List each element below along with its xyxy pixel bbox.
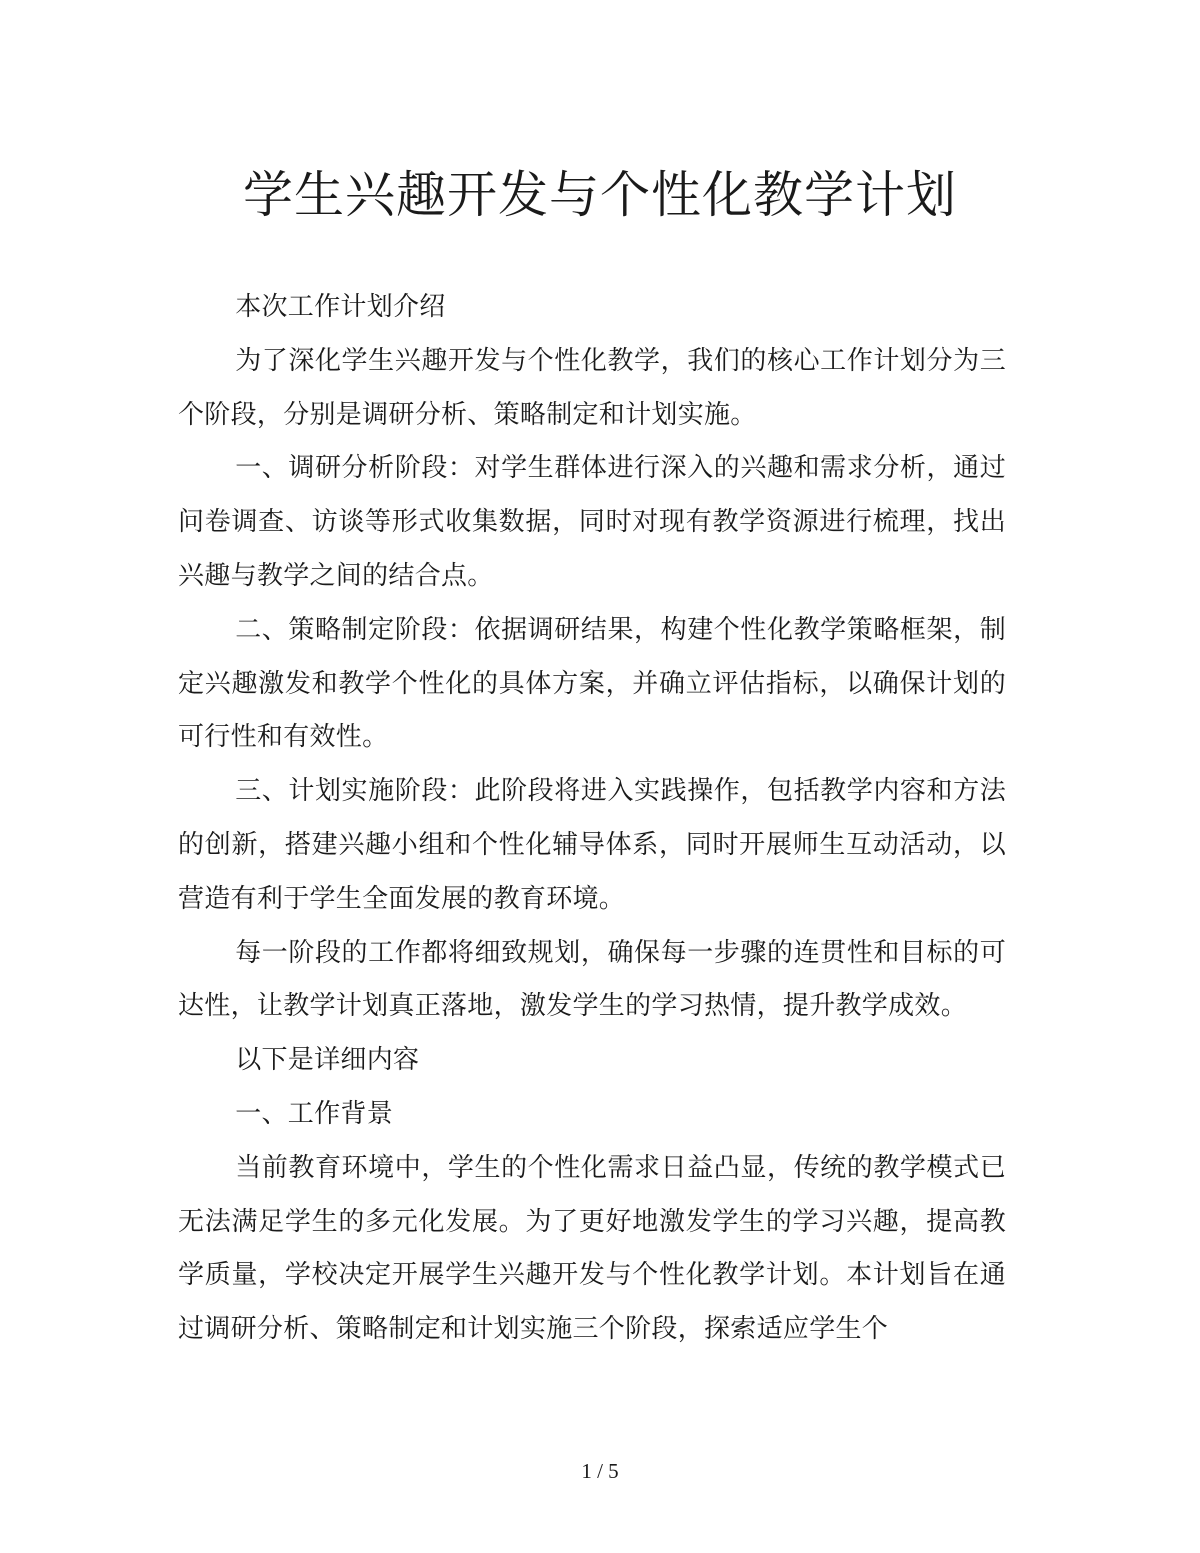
paragraph-stage-two: 二、策略制定阶段：依据调研结果，构建个性化教学策略框架，制定兴趣激发和教学个性化的具体方案，并确立评估指标，以确保计划的可行性和有效性。 xyxy=(178,614,1006,753)
paragraph-stage-one: 一、调研分析阶段：对学生群体进行深入的兴趣和需求分析，通过问卷调查、访谈等形式收集数据，同时对现有教学资源进行梳理，找出兴趣与教学之间的结合点。 xyxy=(178,453,1006,591)
page-number: 1 / 5 xyxy=(581,1459,619,1483)
paragraph-stage-three: 三、计划实施阶段：此阶段将进入实践操作，包括教学内容和方法的创新，搭建兴趣小组和个性化辅导体系，同时开展师生互动活动，以营造有利于学生全面发展的教育环境。 xyxy=(178,776,1006,914)
document-title: 学生兴趣开发与个性化教学计划 xyxy=(243,166,957,224)
document-body xyxy=(178,281,1006,1357)
section-heading-background: 一、工作背景 xyxy=(235,1098,393,1129)
paragraph-summary: 每一阶段的工作都将细致规划，确保每一步骤的连贯性和目标的可达性，让教学计划真正落地，激发学生的学习热情，提升教学成效。 xyxy=(178,937,1006,1022)
paragraph-details-heading: 以下是详细内容 xyxy=(235,1045,420,1076)
paragraph-background: 当前教育环境中，学生的个性化需求日益凸显，传统的教学模式已无法满足学生的多元化发展。为了更好地激发学生的学习兴趣，提高教学质量，学校决定开展学生兴趣开发与个性化教学计划。本计划旨在通过调研分析、策略制定和计划实施三个阶段，探索适应学生个 xyxy=(178,1152,1006,1345)
paragraph-overview: 为了深化学生兴趣开发与个性化教学，我们的核心工作计划分为三个阶段，分别是调研分析、策略制定和计划实施。 xyxy=(178,345,1006,430)
paragraph-intro-heading: 本次工作计划介绍 xyxy=(235,292,446,322)
